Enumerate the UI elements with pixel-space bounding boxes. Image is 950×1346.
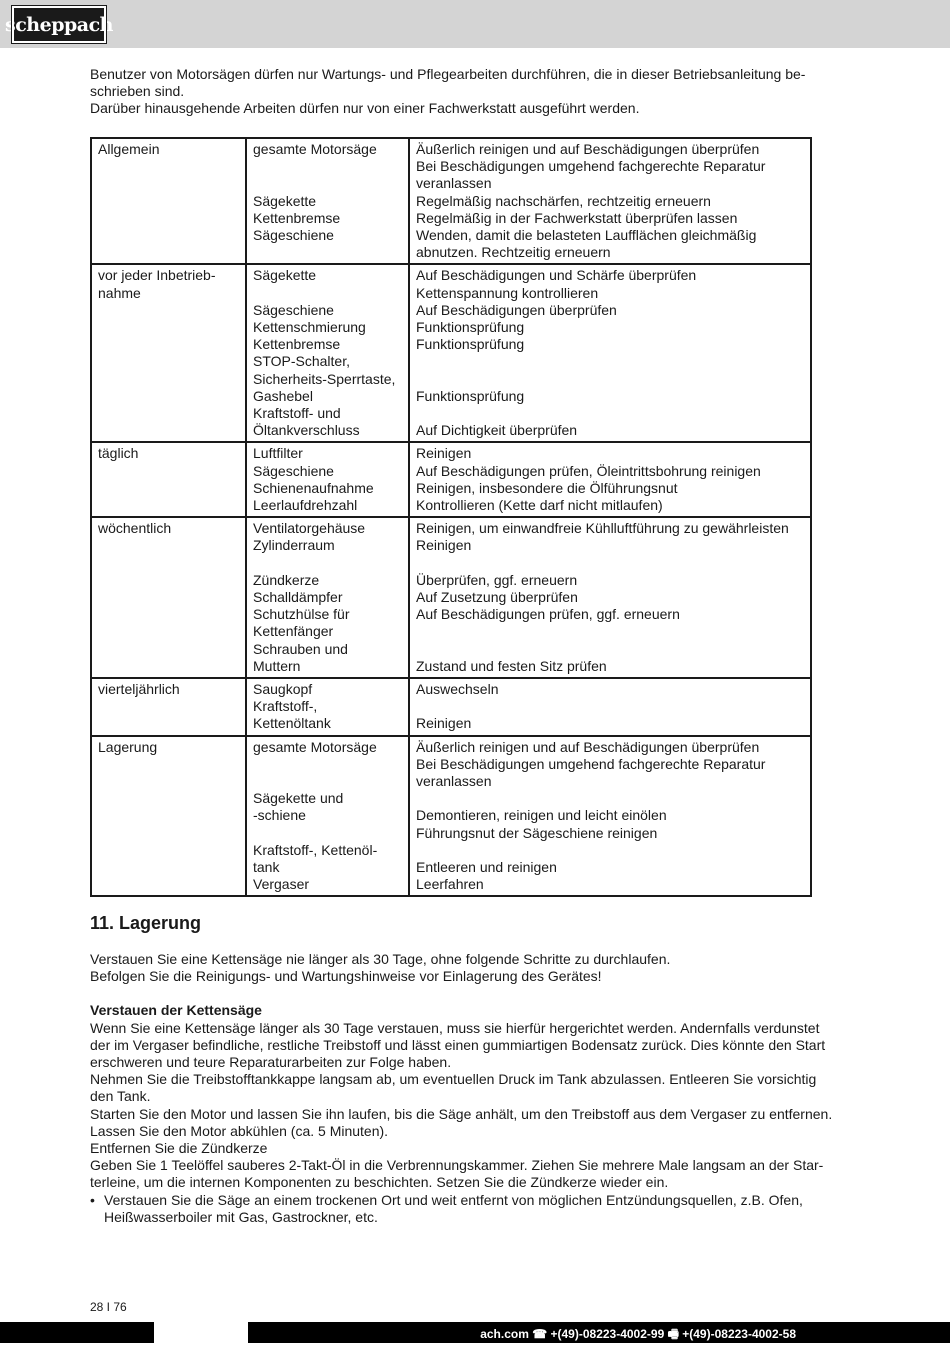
cell-line: Kettenspannung kontrollieren [416,284,599,301]
intro-line: schrieben sind. [90,83,185,100]
cell-line: Reinigen [416,715,472,732]
cell-line: Entleeren und reinigen [416,859,557,876]
cell-line: Vergaser [253,876,310,893]
actions-cell [409,517,811,678]
cell-line: veranlassen [416,773,492,790]
body-line: erschweren und teure Reparaturarbeiten zur Folge haben. [90,1054,452,1071]
actions-cell [409,138,811,264]
cell-line [253,175,403,192]
body-line: Entfernen Sie die Zündkerze [90,1140,268,1157]
cell-line: Auf Dichtigkeit überprüfen [416,422,578,439]
cell-line: täglich [98,445,139,462]
actions-cell [409,442,811,517]
parts-cell [246,442,409,517]
cell-line: Bei Beschädigungen umgehend fachgerechte Reparatur [416,755,766,772]
cell-line [253,825,403,842]
cell-line: Auswechseln [416,681,499,698]
cell-line: Kraftstoff-, [253,698,318,715]
cell-line: Regelmäßig nachschärfen, rechtzeitig erneuern [416,192,711,209]
cell-line: Auf Zusetzung überprüfen [416,589,578,606]
body-line: den Tank. [90,1088,151,1105]
cell-line: wöchentlich [98,520,172,537]
footer-bar [0,1322,950,1343]
body-line: Lassen Sie den Motor abkühlen (ca. 5 Minuten). [90,1122,389,1139]
cell-line: Schienenaufnahme [253,479,374,496]
interval-cell [91,517,246,678]
cell-line: Führungsnut der Sägeschiene reinigen [416,824,658,841]
cell-line: Funktionsprüfung [416,387,525,404]
cell-line: Zustand und festen Sitz prüfen [416,657,607,674]
subheading: Verstauen der Kettensäge [90,1002,262,1019]
parts-cell [246,517,409,678]
cell-line: Leerfahren [416,876,484,893]
cell-line: STOP-Schalter, [253,353,351,370]
actions-cell [409,678,811,736]
cell-line: Leerlaufdrehzahl [253,497,358,514]
cell-line: Schutzhülse für [253,606,350,623]
cell-line: abnutzen. Rechtzeitig erneuern [416,244,611,261]
footer-block [0,1322,154,1343]
cell-line [416,371,805,388]
cell-line: Auf Beschädigungen prüfen, Öleintrittsbohrung reinigen [416,462,761,479]
cell-line: Kraftstoff- und [253,405,341,422]
actions-cell [409,264,811,442]
cell-line [416,555,805,572]
cell-line [253,756,403,773]
cell-line [253,773,403,790]
header-bar [0,0,950,48]
cell-line: Reinigen [416,537,472,554]
cell-line: Muttern [253,657,301,674]
cell-line [416,353,805,370]
cell-line [416,698,805,715]
body-line: terleine, um die internen Komponenten zu beschichten. Setzen Sie die Zündkerze wieder ein. [90,1174,669,1191]
cell-line: Gashebel [253,387,313,404]
interval-cell [91,678,246,736]
scheppach-logo: scheppach [12,6,106,43]
cell-line: Überprüfen, ggf. erneuern [416,571,578,588]
cell-line: Allgemein [98,141,160,157]
cell-line: Kontrollieren (Kette darf nicht mitlaufen) [416,497,663,514]
bullet-line: Heißwasserboiler mit Gas, Gastrockner, etc. [104,1208,378,1225]
cell-line: Zündkerze [253,571,320,588]
maintenance-table [90,137,812,897]
cell-line: Auf Beschädigungen prüfen, ggf. erneuern [416,606,680,623]
cell-line: Kettenfänger [253,623,334,640]
cell-line: vierteljährlich [98,681,180,698]
cell-line [416,842,805,859]
parts-cell [246,264,409,442]
cell-line: Kraftstoff-, Kettenöl- [253,841,378,858]
body-line: Starten Sie den Motor und lassen Sie ihn laufen, bis die Säge anhält, um den Treibstoff aus dem Vergaser zu entfernen. [90,1105,833,1122]
cell-line: Äußerlich reinigen und auf Beschädigungen überprüfen [416,141,760,157]
cell-line: Sägekette [253,267,317,284]
bullet-line: Verstauen Sie die Säge an einem trockenen Ort und weit entfernt von möglichen Entzündungsquellen, z.B. Ofen, [104,1191,803,1208]
cell-line: -schiene [253,807,306,824]
interval-cell [91,264,246,442]
parts-cell [246,138,409,264]
footer-block [248,1322,950,1343]
cell-line [253,285,403,302]
body-line: Geben Sie 1 Teelöffel sauberes 2-Takt-Öl in die Verbrennungskammer. Ziehen Sie mehrere Male langsam an der Star- [90,1157,824,1174]
intro-line: Darüber hinausgehende Arbeiten dürfen nur von einer Fachwerkstatt ausgeführt werden. [90,100,640,117]
cell-line: Saugkopf [253,681,313,698]
cell-line [253,555,403,572]
intro-line: Benutzer von Motorsägen dürfen nur Wartungs- und Pflegearbeiten durchführen, die in dieser Betriebsanleitung be- [90,66,806,82]
cell-line: Auf Beschädigungen und Schärfe überprüfen [416,267,697,284]
cell-line [416,623,805,640]
bullet-dot: • [90,1191,95,1208]
cell-line: gesamte Motorsäge [253,141,377,157]
cell-line: tank [253,859,280,876]
cell-line [416,641,805,658]
section-intro-line: Befolgen Sie die Reinigungs- und Wartungshinweise vor Einlagerung des Gerätes! [90,968,602,985]
section-title: 11. Lagerung [90,913,202,933]
cell-line: Lagerung [98,738,158,755]
storage-section [90,951,870,1226]
cell-line: vor jeder Inbetrieb- [98,267,216,284]
parts-cell [246,678,409,736]
cell-line: Luftfilter [253,445,303,462]
table-row [91,678,811,736]
table-row [91,736,811,897]
body-line: Nehmen Sie die Treibstofftankkappe langsam ab, um eventuellen Druck im Tank abzulassen. Entleeren Sie vorsichtig [90,1071,817,1088]
cell-line: Schalldämpfer [253,589,343,606]
cell-line: Regelmäßig in der Fachwerkstatt überprüfen lassen [416,209,738,226]
cell-line [416,405,805,422]
cell-line: Reinigen, um einwandfreie Kühlluftführung zu gewährleisten [416,520,789,537]
cell-line: Kettenöltank [253,715,331,732]
cell-line: Sägekette und [253,790,344,807]
cell-line: Bei Beschädigungen umgehend fachgerechte Reparatur [416,158,766,175]
cell-line: Auf Beschädigungen überprüfen [416,301,617,318]
table-row [91,442,811,517]
cell-line: Sägeschiene [253,301,334,318]
interval-cell [91,138,246,264]
cell-line: Zylinderraum [253,537,335,554]
cell-line [416,790,805,807]
cell-line: Sägeschiene [253,462,334,479]
cell-line: Schrauben und [253,640,348,657]
interval-cell [91,736,246,897]
body-line: der im Vergaser befindliche, restliche Treibstoff und lässt einen gummiartigen Bodensatz zurück. Dies könnte den Start [90,1036,826,1053]
cell-line: nahme [98,284,141,301]
cell-line: veranlassen [416,175,492,192]
cell-line: Kettenbremse [253,209,341,226]
intro-text [90,66,870,118]
cell-line: Sägeschiene [253,226,334,243]
cell-line: Reinigen, insbesondere die Ölführungsnut [416,479,678,496]
parts-cell [246,736,409,897]
cell-line [253,158,403,175]
cell-line: Reinigen [416,445,472,462]
body-line: Wenn Sie eine Kettensäge länger als 30 Tage verstauen, muss sie hierfür hergerichtet werden. Andernfalls verdunstet [90,1019,820,1036]
cell-line: Sägekette [253,192,317,209]
cell-line: Kettenbremse [253,336,341,353]
cell-line: Funktionsprüfung [416,319,525,336]
footer-contact: ach.com ☎ +(49)-08223-4002-99 🖷 +(49)-08223-4002-58 [480,1327,796,1341]
section-intro-line: Verstauen Sie eine Kettensäge nie länger als 30 Tage, ohne folgende Schritte zu durchlaufen. [90,951,671,967]
page-number: 28 I 76 [90,1300,127,1314]
interval-cell [91,442,246,517]
cell-line: Funktionsprüfung [416,336,525,353]
cell-line: Demontieren, reinigen und leicht einölen [416,807,667,824]
cell-line: gesamte Motorsäge [253,738,377,755]
table-row [91,517,811,678]
cell-line: Ventilatorgehäuse [253,520,366,537]
cell-line: Wenden, damit die belasteten Laufflächen gleichmäßig [416,227,757,244]
cell-line: Kettenschmierung [253,319,366,336]
bullet-item [90,1192,870,1226]
cell-line: Äußerlich reinigen und auf Beschädigungen überprüfen [416,738,760,755]
table-row [91,264,811,442]
cell-line: Sicherheits-Sperrtaste, [253,370,396,387]
table-row [91,138,811,264]
cell-line: Öltankverschluss [253,422,360,439]
actions-cell [409,736,811,897]
